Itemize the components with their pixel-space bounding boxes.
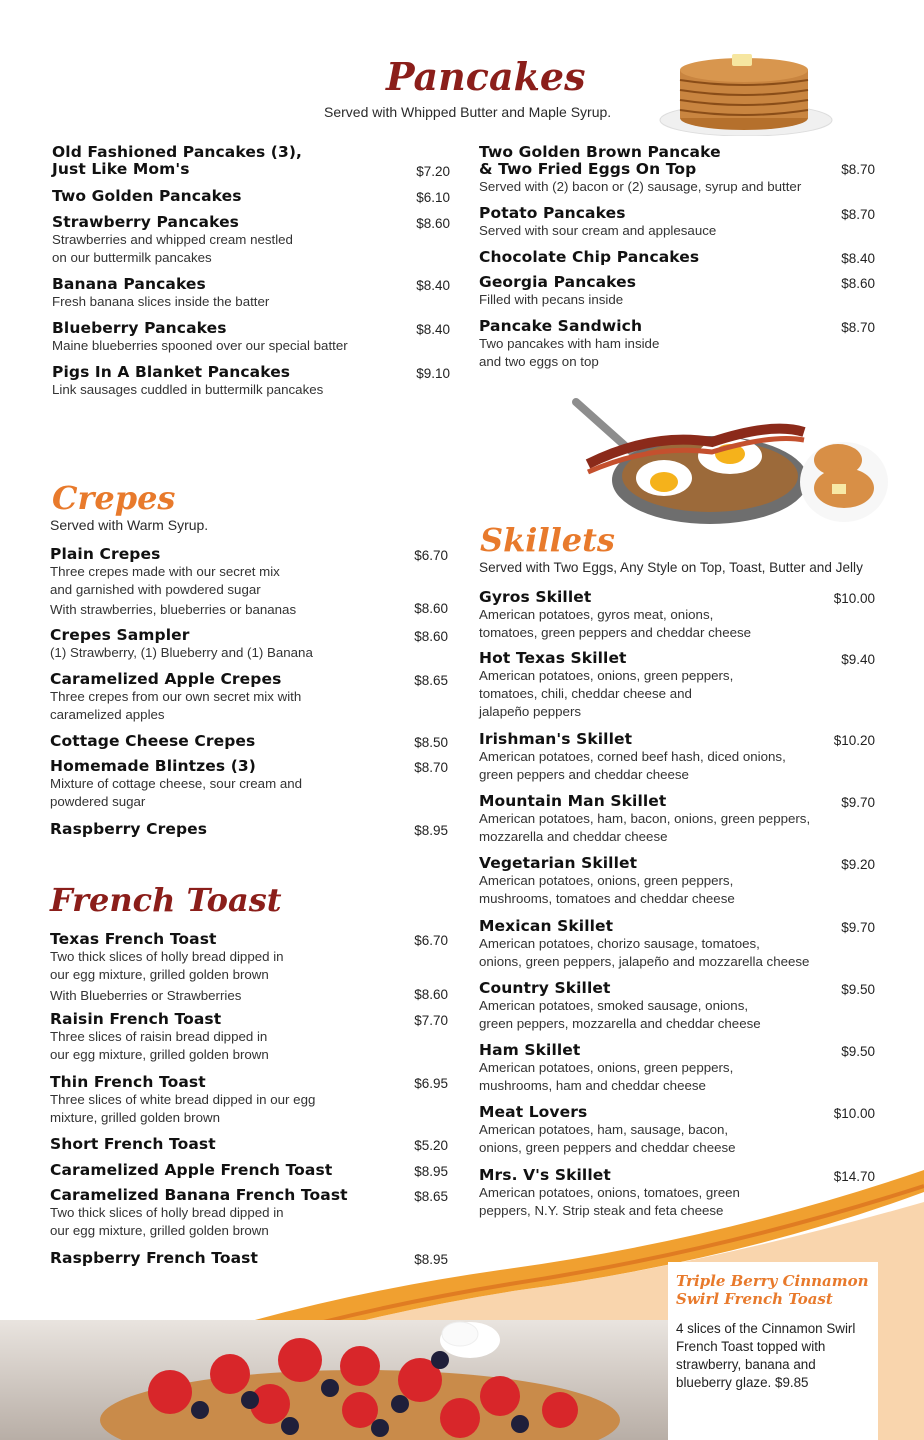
item-description: Link sausages cuddled in buttermilk pancakes <box>52 382 324 397</box>
item-name: Homemade Blintzes (3) <box>50 757 256 775</box>
item-price: $8.40 <box>841 251 875 266</box>
item-description: jalapeño peppers <box>479 704 582 719</box>
item-name: Caramelized Apple French Toast <box>50 1161 333 1179</box>
item-price: $9.20 <box>841 857 875 872</box>
skillet-image <box>572 392 892 532</box>
menu-item <box>50 671 448 724</box>
item-name: Mrs. V's Skillet <box>479 1166 611 1184</box>
item-name: Meat Lovers <box>479 1103 588 1121</box>
menu-item <box>52 188 450 205</box>
item-description: mushrooms, tomatoes and cheddar cheese <box>479 891 735 906</box>
menu-item <box>479 589 875 642</box>
item-name: Pancake Sandwich <box>479 317 643 335</box>
menu-item <box>479 918 875 971</box>
item-description: Filled with pecans inside <box>479 292 624 307</box>
menu-item <box>479 980 875 1033</box>
item-description: green peppers, mozzarella and cheddar cheese <box>479 1016 761 1031</box>
item-name: Short French Toast <box>50 1135 216 1153</box>
menu-item <box>50 1074 448 1127</box>
item-price: $6.10 <box>416 190 450 205</box>
item-name: Pigs In A Blanket Pancakes <box>52 363 291 381</box>
item-price: $8.70 <box>414 760 448 775</box>
menu-item <box>50 758 448 811</box>
menu-item <box>52 276 450 311</box>
item-name: Potato Pancakes <box>479 204 626 222</box>
item-price: $8.60 <box>841 276 875 291</box>
item-price: $8.40 <box>416 278 450 293</box>
item-description: Served with (2) bacon or (2) sausage, syrup and butter <box>479 179 802 194</box>
item-price: $8.95 <box>414 1164 448 1179</box>
item-description: Two thick slices of holly bread dipped in <box>50 949 284 964</box>
item-description: Mixture of cottage cheese, sour cream and <box>50 776 303 791</box>
item-description: caramelized apples <box>50 707 165 722</box>
item-description: and garnished with powdered sugar <box>50 582 261 597</box>
menu-item <box>50 1011 448 1064</box>
promo-description-line: French Toast topped with <box>676 1339 826 1354</box>
item-name: Texas French Toast <box>50 930 217 948</box>
item-price: $8.40 <box>416 322 450 337</box>
menu-item <box>52 320 450 355</box>
item-description: tomatoes, chili, cheddar cheese and <box>479 686 692 701</box>
skillets-title: Skillets <box>480 521 615 559</box>
menu-item <box>52 364 450 399</box>
item-name: Crepes Sampler <box>50 626 190 644</box>
promo-description-line: 4 slices of the Cinnamon Swirl <box>676 1321 856 1336</box>
menu-item-option <box>50 601 448 619</box>
promo-description-line: strawberry, banana and <box>676 1357 816 1372</box>
promo-special-box <box>668 1262 878 1440</box>
item-price: $10.00 <box>833 591 875 606</box>
item-description: mushrooms, ham and cheddar cheese <box>479 1078 706 1093</box>
item-price: $8.60 <box>414 987 448 1002</box>
item-description: Served with sour cream and applesauce <box>479 223 717 238</box>
menu-item <box>479 1042 875 1095</box>
menu-item <box>479 274 875 309</box>
item-name: Banana Pancakes <box>52 275 206 293</box>
skillets-subtitle: Served with Two Eggs, Any Style on Top, Toast, Butter and Jelly <box>479 560 863 575</box>
item-name: Georgia Pancakes <box>479 273 637 291</box>
item-name: Cottage Cheese Crepes <box>50 732 256 750</box>
item-price: $10.20 <box>833 733 875 748</box>
menu-item <box>479 249 875 266</box>
french-toast-title: French Toast <box>50 881 282 919</box>
item-description: Maine blueberries spooned over our special batter <box>52 338 348 353</box>
item-price: $6.70 <box>414 548 448 563</box>
item-price: $8.60 <box>414 601 448 616</box>
item-price: $9.70 <box>841 795 875 810</box>
item-name: Chocolate Chip Pancakes <box>479 248 700 266</box>
item-description: American potatoes, onions, green peppers, <box>479 873 734 888</box>
item-price: $8.95 <box>414 1252 448 1267</box>
menu-item <box>479 731 875 784</box>
item-description: our egg mixture, grilled golden brown <box>50 1047 269 1062</box>
menu-item <box>479 205 875 240</box>
item-price: $14.70 <box>833 1169 875 1184</box>
item-price: $8.60 <box>414 629 448 644</box>
item-name: Plain Crepes <box>50 545 161 563</box>
item-name: Raisin French Toast <box>50 1010 222 1028</box>
item-description: and two eggs on top <box>479 354 599 369</box>
item-description: American potatoes, onions, green peppers, <box>479 1060 734 1075</box>
menu-item <box>50 627 448 662</box>
menu-item <box>50 931 448 984</box>
item-price: $8.70 <box>841 207 875 222</box>
menu-item <box>50 733 448 750</box>
item-description: mixture, grilled golden brown <box>50 1110 220 1125</box>
menu-item <box>479 318 875 371</box>
pancake-stack-image <box>656 40 836 136</box>
promo-description <box>676 1320 876 1392</box>
item-description: mozzarella and cheddar cheese <box>479 829 668 844</box>
item-name: Two Golden Pancakes <box>52 187 242 205</box>
item-name: Vegetarian Skillet <box>479 854 638 872</box>
item-description: our egg mixture, grilled golden brown <box>50 1223 269 1238</box>
menu-item <box>479 855 875 908</box>
item-price: $7.20 <box>416 164 450 179</box>
item-name: Raspberry Crepes <box>50 820 208 838</box>
item-price: $9.70 <box>841 920 875 935</box>
menu-item <box>479 650 875 721</box>
item-price: $8.65 <box>414 1189 448 1204</box>
item-description: Two thick slices of holly bread dipped in <box>50 1205 284 1220</box>
item-price: $9.10 <box>416 366 450 381</box>
menu-item <box>479 793 875 846</box>
item-description: Three crepes from our own secret mix with <box>50 689 302 704</box>
item-description: green peppers and cheddar cheese <box>479 767 689 782</box>
item-name: Hot Texas Skillet <box>479 649 627 667</box>
item-description: Strawberries and whipped cream nestled <box>52 232 293 247</box>
item-name: Irishman's Skillet <box>479 730 633 748</box>
item-description: on our buttermilk pancakes <box>52 250 212 265</box>
item-name: Ham Skillet <box>479 1041 581 1059</box>
item-description: Two pancakes with ham inside <box>479 336 660 351</box>
item-name-line2: & Two Fried Eggs On Top <box>479 160 697 178</box>
item-name: Gyros Skillet <box>479 588 592 606</box>
item-name: Strawberry Pancakes <box>52 213 240 231</box>
item-name: Mexican Skillet <box>479 917 614 935</box>
item-description: American potatoes, onions, tomatoes, green <box>479 1185 740 1200</box>
item-price: $8.50 <box>414 735 448 750</box>
menu-item-option <box>50 987 448 1005</box>
promo-title-line2: Swirl French Toast <box>676 1290 833 1308</box>
item-description: onions, green peppers and cheddar cheese <box>479 1140 736 1155</box>
item-name-line2: Just Like Mom's <box>52 160 190 178</box>
item-price: $6.95 <box>414 1076 448 1091</box>
item-description: our egg mixture, grilled golden brown <box>50 967 269 982</box>
item-description: Three slices of white bread dipped in our egg <box>50 1092 316 1107</box>
item-price: $7.70 <box>414 1013 448 1028</box>
item-description: Fresh banana slices inside the batter <box>52 294 270 309</box>
item-price: $9.40 <box>841 652 875 667</box>
item-name: Raspberry French Toast <box>50 1249 258 1267</box>
pancakes-title: Pancakes <box>386 54 586 99</box>
menu-item <box>52 144 450 178</box>
item-description: (1) Strawberry, (1) Blueberry and (1) Banana <box>50 645 313 660</box>
item-name: Caramelized Banana French Toast <box>50 1186 348 1204</box>
crepes-subtitle: Served with Warm Syrup. <box>50 517 209 533</box>
item-description: onions, green peppers, jalapeño and mozzarella cheese <box>479 954 810 969</box>
promo-description-line: blueberry glaze. $9.85 <box>676 1375 809 1390</box>
item-description: tomatoes, green peppers and cheddar cheese <box>479 625 752 640</box>
item-description: American potatoes, ham, bacon, onions, green peppers, <box>479 811 811 826</box>
item-description: American potatoes, corned beef hash, diced onions, <box>479 749 786 764</box>
item-description: American potatoes, ham, sausage, bacon, <box>479 1122 729 1137</box>
item-price: $9.50 <box>841 1044 875 1059</box>
item-description: powdered sugar <box>50 794 146 809</box>
item-name: Blueberry Pancakes <box>52 319 227 337</box>
item-price: $8.60 <box>416 216 450 231</box>
item-name: Thin French Toast <box>50 1073 206 1091</box>
item-description: American potatoes, onions, green peppers, <box>479 668 734 683</box>
french-toast-berries-image <box>0 1300 700 1440</box>
promo-title: Triple Berry Cinnamon <box>676 1272 869 1290</box>
menu-item <box>50 821 448 838</box>
item-description: peppers, N.Y. Strip steak and feta cheese <box>479 1203 724 1218</box>
menu-item <box>479 144 875 196</box>
item-price: $10.00 <box>833 1106 875 1121</box>
crepes-title: Crepes <box>52 479 176 517</box>
item-description: American potatoes, gyros meat, onions, <box>479 607 714 622</box>
item-name: Old Fashioned Pancakes (3), <box>52 143 303 161</box>
item-price: $8.65 <box>414 673 448 688</box>
item-description: Three slices of raisin bread dipped in <box>50 1029 268 1044</box>
menu-item <box>52 214 450 267</box>
item-name: Two Golden Brown Pancake <box>479 143 721 161</box>
item-option: With Blueberries or Strawberries <box>50 988 242 1003</box>
item-name: Mountain Man Skillet <box>479 792 667 810</box>
item-name: Country Skillet <box>479 979 611 997</box>
item-price: $6.70 <box>414 933 448 948</box>
item-price: $8.70 <box>841 162 875 177</box>
item-price: $8.95 <box>414 823 448 838</box>
item-price: $8.70 <box>841 320 875 335</box>
item-price: $9.50 <box>841 982 875 997</box>
item-description: American potatoes, smoked sausage, onions, <box>479 998 749 1013</box>
menu-item <box>50 546 448 599</box>
item-description: Three crepes made with our secret mix <box>50 564 280 579</box>
item-description: American potatoes, chorizo sausage, tomatoes, <box>479 936 760 951</box>
item-price: $5.20 <box>414 1138 448 1153</box>
pancakes-subtitle: Served with Whipped Butter and Maple Syrup. <box>324 104 612 120</box>
item-option: With strawberries, blueberries or bananas <box>50 602 297 617</box>
item-name: Caramelized Apple Crepes <box>50 670 282 688</box>
